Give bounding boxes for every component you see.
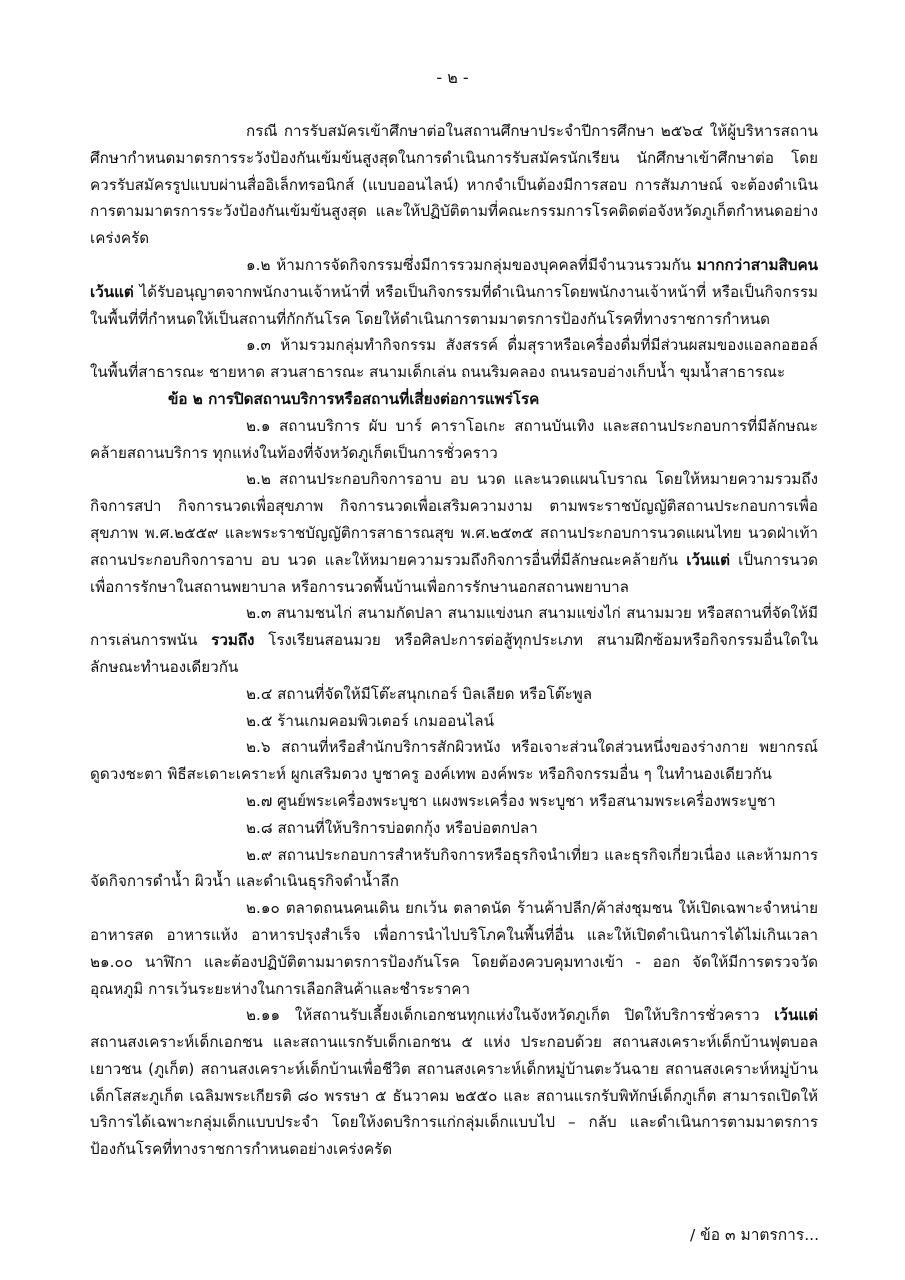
paragraph-text: ๒.๓ สนามชนไก่ สนามกัดปลา สนามแข่งนก สนามแข่งไก่ สนามมวย หรือสถานที่จัดให้มีการเล่นการพนัน [90,604,818,650]
section-heading [90,386,818,413]
paragraph [90,252,818,332]
emphasis-text: เว้นแต่ [774,1006,818,1025]
paragraph-text: เป็นการนวดเพื่อการรักษาในสถานพยาบาล หรือการนวดพื้นบ้านเพื่อการรักษานอกสถานพยาบาล [90,550,818,596]
page-number: - ๒ - [436,68,469,87]
paragraph-text: ๑.๓ ห้ามรวมกลุ่มทำกิจกรรม สังสรรค์ ดื่มสุราหรือเครื่องดื่มที่มีส่วนผสมของแอลกอฮอล์ในพื้นที่สาธารณะ ชายหาด สวนสาธารณะ สนามเด็กเล่น ถนนริมคลอง ถนนรอบอ่างเก็บน้ำ ขุมน้ำสาธารณะ [90,336,818,382]
paragraph [90,734,818,788]
paragraph-text: ๑.๒ ห้ามการจัดกิจกรรมซึ่งมีการรวมกลุ่มของบุคคลที่มีจำนวนรวมกัน [246,255,697,274]
paragraph-text: ๒.๘ สถานที่ให้บริการบ่อตกกุ้ง หรือบ่อตกปลา [246,818,538,837]
emphasis-text: มากกว่าสามสิบคน เว้นแต่ [90,255,818,301]
paragraph [90,413,818,467]
paragraph-text: ๒.๕ ร้านเกมคอมพิวเตอร์ เกมออนไลน์ [246,711,494,730]
paragraph-text: ๒.๗ ศูนย์พระเครื่องพระบูชา แผงพระเครื่อง พระบูชา หรือสนามพระเครื่องพระบูชา [246,791,776,810]
document-body [90,118,818,1163]
paragraph-text: ๒.๒ สถานประกอบกิจการอาบ อบ นวด และนวดแผนโบราณ โดยให้หมายความรวมถึงกิจการสปา กิจการนวดเพื่อสุขภาพ กิจการนวดเพื่อเสริมความงาม ตามพระราชบัญญัติสถานประกอบการเพื่อสุขภาพ พ.ศ.๒๕๕๙ และพระราชบัญญัติการสาธารณสุข พ.ศ.๒๕๓๕ สถานประกอบการนวดแผนไทย นวดฝ่าเท้า สถานประกอบกิจการอาบ อบ นวด และให้หมายความรวมถึงกิจการอื่นที่มีลักษณะคล้ายกัน [90,470,818,569]
emphasis-text: ข้อ ๒ การปิดสถานบริการหรือสถานที่เสี่ยงต่อการแพร่โรค [168,389,540,408]
paragraph-text: ๒.๑๐ ตลาดถนนคนเดิน ยกเว้น ตลาดนัด ร้านค้าปลีก/ค้าส่งชุมชน ให้เปิดเฉพาะจำหน่ายอาหารสด อาหารแห้ง อาหารปรุงสำเร็จ เพื่อการนำไปบริโภคในพื้นที่อื่น และให้เปิดดำเนินการได้ไม่เกินเวลา ๒๑.๐๐ นาฬิกา และต้องปฏิบัติตามมาตรการป้องกันโรค โดยต้องควบคุมทางเข้า - ออก จัดให้มีการตรวจวัดอุณหภูมิ การเว้นระยะห่างในการเลือกสินค้าและชำระราคา [90,899,818,998]
paragraph-text: โรงเรียนสอนมวย หรือศิลปะการต่อสู้ทุกประเภท สนามฝึกซ้อมหรือกิจกรรมอื่นใดในลักษณะทำนองเดียวกัน [90,631,818,676]
paragraph-text: ๒.๑๑ ให้สถานรับเลี้ยงเด็กเอกชนทุกแห่งในจังหวัดภูเก็ต ปิดให้บริการชั่วคราว [246,1006,775,1025]
emphasis-text: เว้นแต่ [686,550,730,569]
emphasis-text: รวมถึง [211,631,255,650]
paragraph [90,332,818,386]
paragraph [90,600,818,680]
paragraph-text: ๒.๖ สถานที่หรือสำนักบริการสักผิวหนัง หรือเจาะส่วนใดส่วนหนึ่งของร่างกาย พยากรณ์ดูดวงชะตา พิธีสะเดาะเคราะห์ ผูกเสริมดวง บูชาครู องค์เทพ องค์พระ หรือกิจกรรมอื่น ๆ ในทำนองเดียวกัน [90,738,818,784]
paragraph [90,708,818,735]
paragraph [90,895,818,1002]
paragraph [90,466,818,600]
paragraph [90,1002,818,1163]
paragraph [90,842,818,896]
paragraph-text: กรณี การรับสมัครเข้าศึกษาต่อในสถานศึกษาประจำปีการศึกษา ๒๕๖๔ ให้ผู้บริหารสถานศึกษากำหนดมาตรการระวังป้องกันเข้มข้นสูงสุดในการดำเนินการรับสมัครนักเรียน นักศึกษาเข้าศึกษาต่อ โดยควรรับสมัครรูปแบบผ่านสื่ออิเล็กทรอนิกส์ (แบบออนไลน์) หากจำเป็นต้องมีการสอบ การสัมภาษณ์ จะต้องดำเนินการตามมาตรการระวังป้องกันเข้มข้นสูงสุด และให้ปฏิบัติตามที่คณะกรรมการโรคติดต่อจังหวัดภูเก็ตกำหนดอย่างเคร่งครัด [90,122,818,248]
paragraph-text: ๒.๑ สถานบริการ ผับ บาร์ คาราโอเกะ สถานบันเทิง และสถานประกอบการที่มีลักษณะคล้ายสถานบริการ ทุกแห่งในท้องที่จังหวัดภูเก็ตเป็นการชั่วคราว [90,416,818,462]
continuation-reference: / ข้อ ๓ มาตรการ... [689,1226,819,1244]
paragraph-text: ๒.๔ สถานที่จัดให้มีโต๊ะสนุกเกอร์ บิลเลียด หรือโต๊ะพูล [246,684,593,703]
paragraph [90,118,818,252]
paragraph [90,815,818,842]
paragraph-text: ได้รับอนุญาตจากพนักงานเจ้าหน้าที่ หรือเป็นกิจกรรมที่ดำเนินการโดยพนักงานเจ้าหน้าที่ หรือเป็นกิจกรรมในพื้นที่ที่กำหนดให้เป็นสถานที่กักกันโรค โดยให้ดำเนินการตามมาตรการป้องกันโรคที่ทางราชการกำหนด [90,282,818,328]
paragraph-text: สถานสงเคราะห์เด็กเอกชน และสถานแรกรับเด็กเอกชน ๕ แห่ง ประกอบด้วย สถานสงเคราะห์เด็กบ้านฟุตบอลเยาวชน (ภูเก็ต) สถานสงเคราะห์เด็กบ้านเพื่อชีวิต สถานสงเคราะห์เด็กหมู่บ้านตะวันฉาย สถานสงเคราะห์หมู่บ้านเด็กโสสะภูเก็ต เฉลิมพระเกียรติ ๘๐ พรรษา ๕ ธันวาคม ๒๕๕๐ และ สถานแรกรับพิทักษ์เด็กภูเก็ต สามารถเปิดให้บริการได้เฉพาะกลุ่มเด็กแบบประจำ โดยให้งดบริการแก่กลุ่มเด็กแบบไป – กลับ และดำเนินการตามมาตรการป้องกันโรคที่ทางราชการกำหนดอย่างเคร่งครัด [90,1033,818,1159]
paragraph [90,681,818,708]
paragraph-text: ๒.๙ สถานประกอบการสำหรับกิจการหรือธุรกิจนำเที่ยว และธุรกิจเกี่ยวเนื่อง และห้ามการจัดกิจการดำน้ำ ผิวน้ำ และดำเนินธุรกิจดำน้ำลึก [90,845,818,891]
paragraph [90,788,818,815]
